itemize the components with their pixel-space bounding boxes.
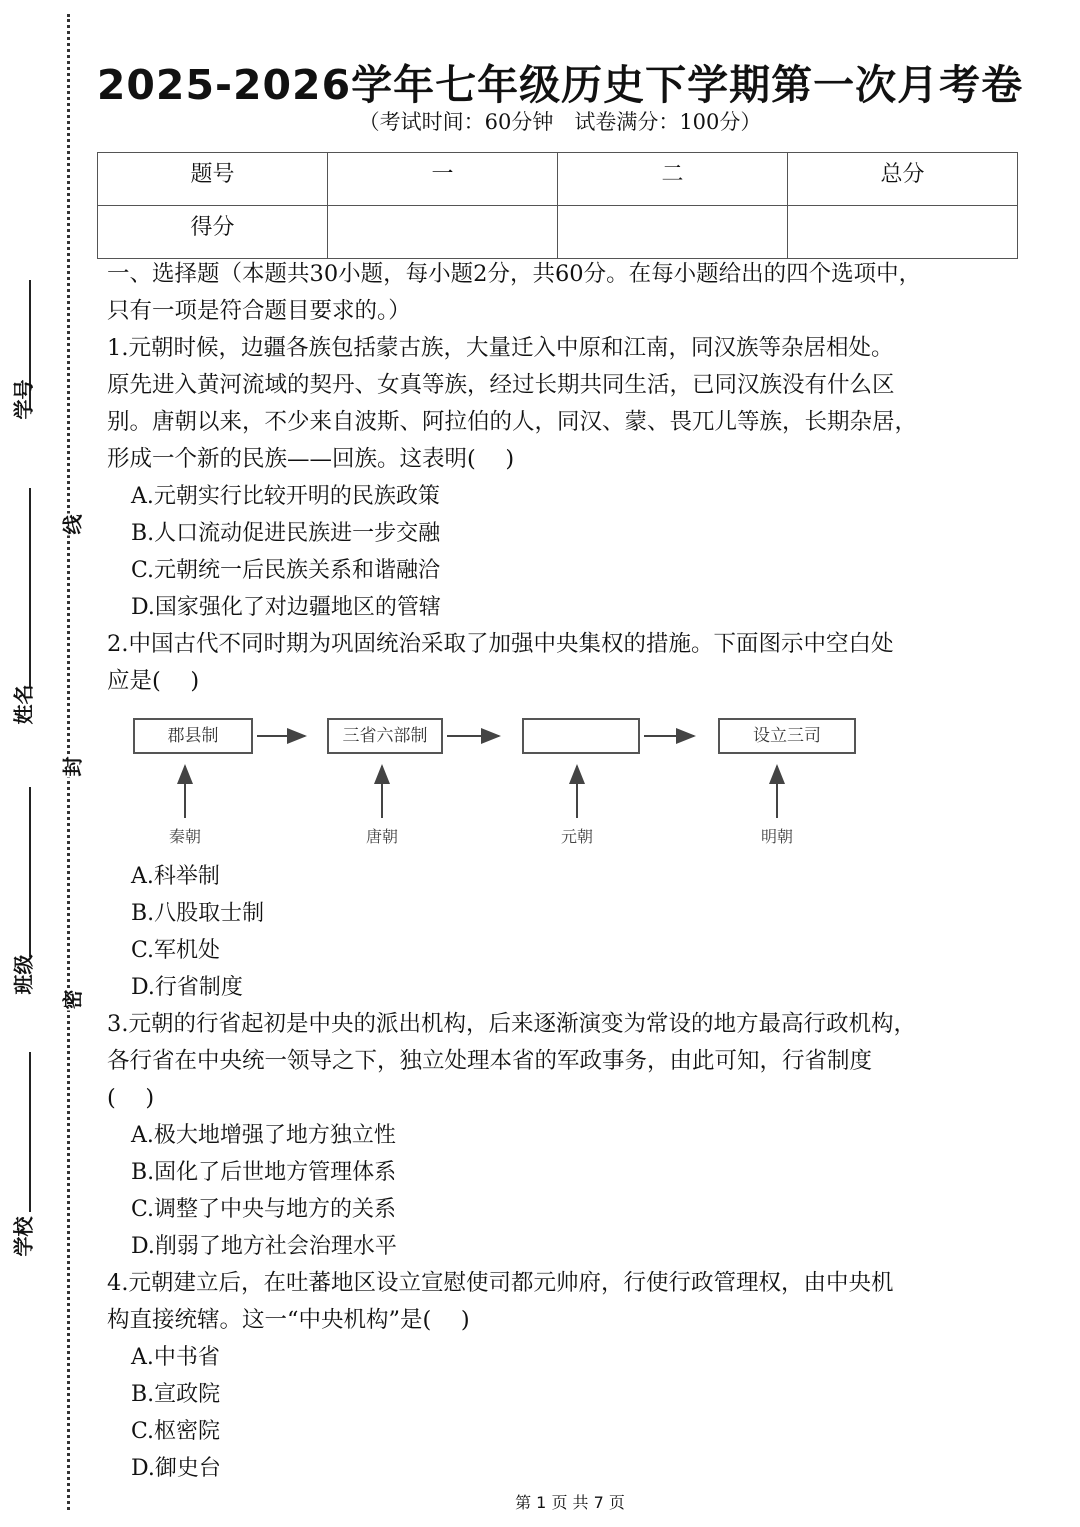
question-text: 1.元朝时候，边疆各族包括蒙古族，大量迁入中原和江南，同汉族等杂居相处。 (107, 335, 894, 361)
score-entry-cell[interactable] (328, 206, 558, 259)
score-header-cell: 一 (328, 153, 558, 206)
dynasty-label-yuan: 元朝 (560, 827, 593, 846)
question-3 (107, 1006, 1027, 1265)
option-d: D.削弱了地方社会治理水平 (131, 1234, 397, 1259)
binding-mark-secret: 密 (57, 989, 86, 1011)
question-text: 应是( ) (107, 668, 200, 694)
school-label: 学校 (11, 1216, 36, 1257)
option-b: B.八股取士制 (131, 901, 265, 926)
name-label: 姓名 (11, 684, 36, 725)
question-text: 构直接统辖。这一“中央机构”是( ) (107, 1307, 470, 1333)
score-table-score-row (98, 206, 1018, 259)
option-a: A.元朝实行比较开明的民族政策 (131, 484, 440, 509)
option-b: B.人口流动促进民族进一步交融 (131, 521, 441, 546)
section-heading: 只有一项是符合题目要求的。） (107, 298, 411, 324)
score-header-cell: 二 (558, 153, 788, 206)
section-heading: 一、选择题（本题共30小题，每小题2分，共60分。在每小题给出的四个选项中， (107, 261, 922, 287)
dynasty-label-qin: 秦朝 (168, 827, 201, 846)
score-row-label: 得分 (98, 206, 328, 259)
student-id-label: 学号 (11, 379, 36, 420)
question-text: 别。唐朝以来，不少来自波斯、阿拉伯的人，同汉、蒙、畏兀儿等族，长期杂居， (107, 409, 918, 435)
diagram-box-blank (522, 718, 640, 754)
score-header-cell: 题号 (98, 153, 328, 206)
exam-content (107, 256, 1027, 1487)
dynasty-label-ming: 明朝 (760, 827, 793, 846)
score-header-cell: 总分 (788, 153, 1018, 206)
page-footer: 第 1 页 共 7 页 (515, 1493, 625, 1512)
question-text: 各行省在中央统一领导之下，独立处理本省的军政事务，由此可知，行省制度 (107, 1048, 873, 1074)
score-table-header-row (98, 153, 1018, 206)
score-entry-cell[interactable] (558, 206, 788, 259)
option-d: D.行省制度 (131, 975, 243, 1000)
diagram-box-three-departments: 三省六部制 (327, 718, 443, 754)
exam-subtitle: （考试时间：60分钟 试卷满分：100分） (358, 110, 762, 134)
question-text: 形成一个新的民族——回族。这表明( ) (107, 446, 515, 472)
question-4 (107, 1265, 1027, 1487)
question-text: 2.中国古代不同时期为巩固统治采取了加强中央集权的措施。下面图示中空白处 (107, 631, 894, 657)
option-d: D.国家强化了对边疆地区的管辖 (131, 595, 441, 620)
exam-title: 2025-2026学年七年级历史下学期第一次月考卷 (96, 61, 1024, 109)
diagram-box-three-si: 设立三司 (718, 718, 856, 754)
question-text: 4.元朝建立后，在吐蕃地区设立宣慰使司都元帅府，行使行政管理权，由中央机 (107, 1270, 894, 1296)
question-2 (107, 626, 1027, 1006)
option-c: C.元朝统一后民族关系和谐融洽 (131, 558, 441, 583)
dynasty-label-tang: 唐朝 (365, 827, 398, 846)
option-b: B.宣政院 (131, 1382, 221, 1407)
option-b: B.固化了后世地方管理体系 (131, 1160, 397, 1185)
score-table (97, 152, 1018, 259)
binding-mark-line: 线 (57, 514, 86, 536)
option-c: C.军机处 (131, 938, 221, 963)
question-text: ( ) (107, 1085, 155, 1111)
question-1 (107, 330, 1027, 626)
score-entry-cell[interactable] (788, 206, 1018, 259)
option-a: A.极大地增强了地方独立性 (131, 1123, 396, 1148)
option-c: C.枢密院 (131, 1419, 221, 1444)
question-text: 原先进入黄河流域的契丹、女真等族，经过长期共同生活，已同汉族没有什么区 (107, 372, 895, 398)
class-label: 班级 (11, 954, 36, 995)
option-d: D.御史台 (131, 1456, 221, 1481)
binding-rule (29, 1052, 31, 1212)
option-c: C.调整了中央与地方的关系 (131, 1197, 397, 1222)
centralization-flow-diagram (117, 706, 877, 846)
option-a: A.科举制 (131, 864, 220, 889)
question-text: 3.元朝的行省起初是中央的派出机构，后来逐渐演变为常设的地方最高行政机构， (107, 1011, 916, 1037)
diagram-box-commandery: 郡县制 (133, 718, 253, 754)
binding-rule (29, 488, 31, 688)
binding-rule (29, 787, 31, 957)
binding-mark-seal: 封 (57, 756, 86, 778)
option-a: A.中书省 (131, 1345, 220, 1370)
